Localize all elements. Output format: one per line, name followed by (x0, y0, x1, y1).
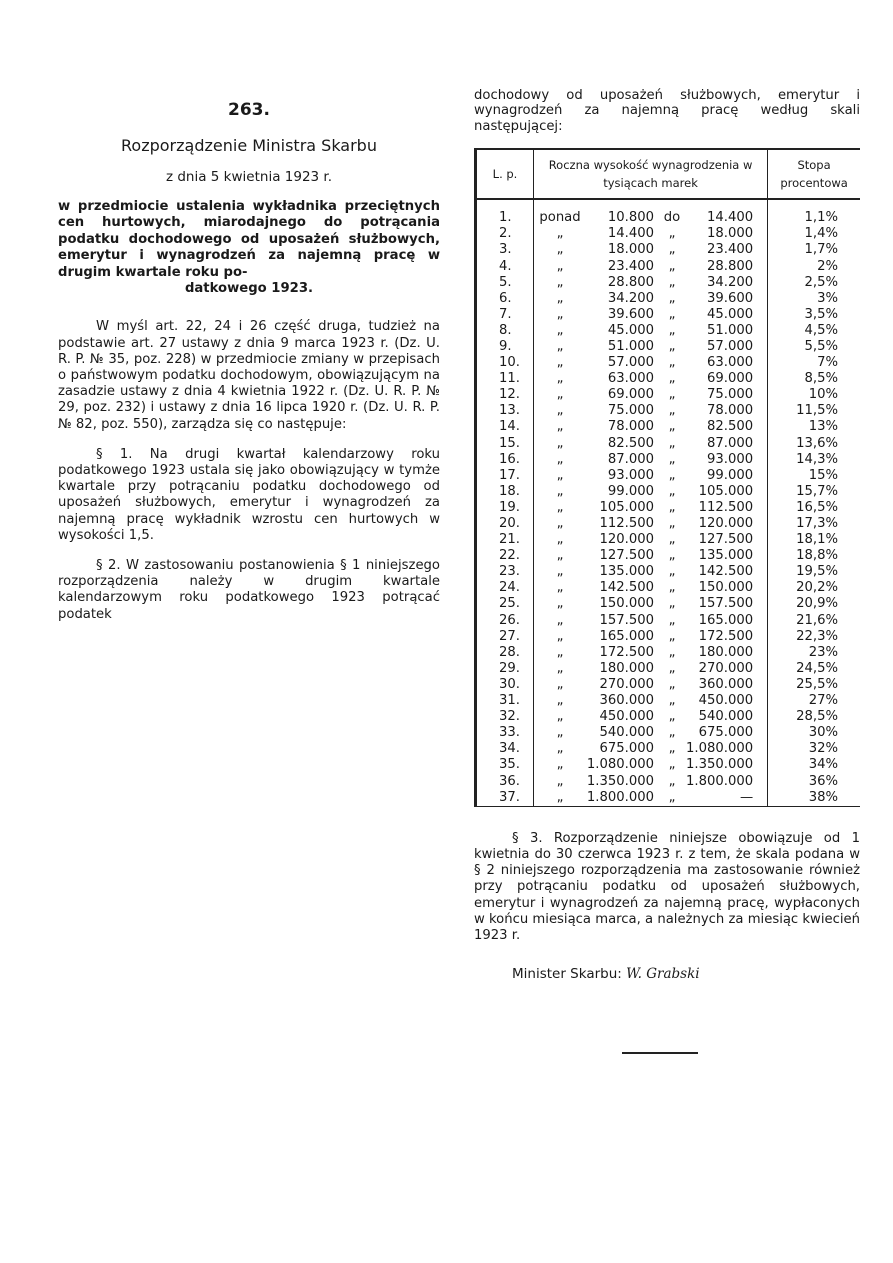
cell-from: 540.000 (599, 725, 654, 741)
header-rate: Stopa procentowa (768, 149, 860, 199)
cell-rate: 11,5% (796, 403, 838, 419)
closing-rule (622, 1052, 698, 1054)
cell-to: 14.400 (686, 199, 768, 226)
cell-sep: „ (668, 451, 676, 467)
cell-sep: „ (668, 387, 676, 403)
table-row (476, 564, 861, 580)
cell-sep: „ (668, 467, 676, 483)
cell-rate: 20,9% (796, 596, 838, 612)
cell-to: 112.500 (686, 500, 768, 516)
cell-sep: „ (668, 773, 676, 789)
cell-from: 57.000 (607, 355, 654, 371)
cell-from: 45.000 (607, 322, 654, 338)
cell-sep: „ (668, 709, 676, 725)
cell-rate: 10% (808, 387, 838, 403)
cell-pre: „ (556, 371, 564, 387)
cell-from: 23.400 (607, 258, 654, 274)
cell-rate: 8,5% (804, 371, 838, 387)
cell-sep: „ (668, 644, 676, 660)
table-row (476, 677, 861, 693)
cell-n: 4. (476, 259, 534, 275)
cell-sep: „ (668, 290, 676, 306)
cell-from: 157.500 (599, 612, 654, 628)
cell-rate: 34% (808, 757, 838, 773)
cell-to: 45.000 (686, 307, 768, 323)
table-row (476, 548, 861, 564)
cell-to: 34.200 (686, 275, 768, 291)
cell-n: 34. (476, 741, 534, 757)
cell-pre: „ (556, 741, 564, 757)
cell-rate: 4,5% (804, 322, 838, 338)
cell-pre: „ (556, 628, 564, 644)
cell-from: 1.800.000 (586, 790, 658, 807)
cell-sep: „ (658, 790, 686, 807)
cell-rate: 15% (808, 467, 838, 483)
cell-sep: „ (668, 757, 676, 773)
cell-pre: „ (556, 306, 564, 322)
cell-to: 23.400 (686, 242, 768, 258)
cell-from: 10.800 (607, 210, 654, 226)
ordinance-title: Rozporządzenie Ministra Skarbu (121, 136, 377, 155)
cell-n: 31. (476, 693, 534, 709)
cell-to: 165.000 (686, 613, 768, 629)
cell-pre: „ (556, 709, 564, 725)
cell-n: 36. (476, 774, 534, 790)
cell-rate: 7% (817, 355, 838, 371)
cell-pre: „ (556, 596, 564, 612)
table-row (476, 693, 861, 709)
table-row (476, 741, 861, 757)
cell-rate: 16,5% (796, 499, 838, 515)
table-row (476, 259, 861, 275)
signature-label: Minister Skarbu: (512, 966, 622, 983)
cell-to: 172.500 (686, 629, 768, 645)
cell-from: 82.500 (607, 435, 654, 451)
cell-to: 18.000 (686, 226, 768, 242)
cell-from: 1.080.000 (586, 757, 654, 773)
cell-rate: 20,2% (796, 580, 838, 596)
cell-n: 9. (476, 339, 534, 355)
cell-from: 450.000 (599, 709, 654, 725)
cell-pre: „ (556, 693, 564, 709)
section-1: § 1. Na drugi kwartał kalendarzowy roku podatkowego 1923 ustala się jako obowiązujący w tymże kwartale przy potrącaniu podatku dochodowego od uposażeń służbowych, emerytur i wynagrodzeń za najemną pracę wykładnik wzrostu cen hurtowych w wysokości 1,5. (58, 446, 440, 543)
cell-sep: „ (668, 226, 676, 242)
table-row (476, 291, 861, 307)
cell-from: 270.000 (599, 676, 654, 692)
cell-to: 69.000 (686, 371, 768, 387)
cell-n: 2. (476, 226, 534, 242)
cell-from: 112.500 (599, 516, 654, 531)
cell-pre: „ (556, 242, 564, 258)
table-row (476, 613, 861, 629)
cell-n: 21. (476, 532, 534, 548)
table-row (476, 725, 861, 741)
cell-pre: „ (556, 660, 564, 676)
cell-pre: „ (556, 483, 564, 499)
cell-n: 32. (476, 709, 534, 725)
section-3: § 3. Rozporządzenie niniejsze obowiązuje od 1 kwietnia do 30 czerwca 1923 r. z tem, że skala podana w § 2 niniejszego rozporządzenia ma zastosowanie również przy potrącaniu podatku od uposażeń służbowych, emerytur i wynagrodzeń za najemną pracę, wypłaconych w końcu miesiąca marca, a należnych za miesiąc kwiecień 1923 r. (474, 830, 860, 943)
cell-pre: „ (556, 757, 564, 773)
cell-sep: „ (668, 532, 676, 548)
cell-rate: 36% (808, 773, 838, 789)
cell-rate: 1,1% (804, 210, 838, 226)
cell-n: 5. (476, 275, 534, 291)
cell-to: 75.000 (686, 387, 768, 403)
cell-n: 14. (476, 419, 534, 435)
cell-sep: „ (668, 355, 676, 371)
cell-rate: 2,5% (804, 274, 838, 290)
cell-from: 105.000 (599, 499, 654, 515)
cell-from: 150.000 (599, 596, 654, 612)
table-row (476, 275, 861, 291)
cell-sep: „ (668, 612, 676, 628)
cell-rate: 3% (817, 290, 838, 306)
table-body (476, 199, 861, 806)
cell-to: 150.000 (686, 580, 768, 596)
cell-to: 51.000 (686, 323, 768, 339)
cell-from: 93.000 (607, 467, 654, 483)
cell-from: 18.000 (607, 242, 654, 258)
cell-from: 99.000 (607, 483, 654, 499)
cell-sep: „ (668, 516, 676, 531)
cell-sep: „ (668, 725, 676, 741)
cell-rate: 15,7% (796, 483, 838, 499)
cell-rate: 14,3% (796, 451, 838, 467)
preamble: W myśl art. 22, 24 i 26 część druga, tudzież na podstawie art. 27 ustawy z dnia 9 marca 1923 r. (Dz. U. R. P. № 35, poz. 228) w przedmiocie zmiany w przepisach o państwowym podatku dochodowym, obowiązującym na zasadzie ustawy z dnia 4 kwietnia 1922 r. (Dz. U. R. P. № 29, poz. 232) i ustawy z dnia 16 lipca 1920 r. (Dz. U. R. P. № 82, poz. 550), zarządza się co następuje: (58, 319, 440, 432)
cell-pre: „ (556, 548, 564, 564)
cell-from: 34.200 (607, 290, 654, 306)
cell-rate: 25,5% (796, 676, 838, 692)
cell-n: 15. (476, 436, 534, 452)
cell-rate: 1,7% (804, 242, 838, 258)
cell-to: 78.000 (686, 403, 768, 419)
table-row (476, 661, 861, 677)
table-row (476, 645, 861, 661)
cell-rate: 5,5% (804, 338, 838, 354)
cell-rate: 17,3% (796, 516, 838, 531)
cell-n: 18. (476, 484, 534, 500)
ordinance-subject (58, 199, 440, 297)
cell-rate: 18,1% (796, 532, 838, 548)
cell-sep: „ (668, 403, 676, 419)
cell-rate: 38% (768, 790, 860, 807)
cell-pre: „ (556, 387, 564, 403)
cell-n: 24. (476, 580, 534, 596)
table-row (476, 774, 861, 790)
cell-rate: 30% (808, 725, 838, 741)
cell-to: 180.000 (686, 645, 768, 661)
cell-pre: „ (556, 322, 564, 338)
table-row (476, 307, 861, 323)
cell-from: 39.600 (607, 306, 654, 322)
cell-sep: „ (668, 580, 676, 596)
cell-rate: 23% (808, 644, 838, 660)
table-row (476, 500, 861, 516)
cell-pre: „ (556, 338, 564, 354)
cell-sep: „ (668, 564, 676, 580)
table-row (476, 452, 861, 468)
table-row (476, 468, 861, 484)
cell-pre: „ (556, 564, 564, 580)
cell-to: 105.000 (686, 484, 768, 500)
cell-from: 63.000 (607, 371, 654, 387)
cell-sep: „ (668, 483, 676, 499)
left-column (58, 100, 440, 637)
cell-n: 12. (476, 387, 534, 403)
cell-sep: „ (668, 548, 676, 564)
table-row (476, 580, 861, 596)
cell-to: 360.000 (686, 677, 768, 693)
cell-to: 63.000 (686, 355, 768, 371)
cell-n: 19. (476, 500, 534, 516)
cell-from: 135.000 (599, 564, 654, 580)
signature-line (474, 966, 860, 982)
table-row (476, 709, 861, 725)
cell-rate: 13% (808, 419, 838, 435)
cell-pre: „ (556, 451, 564, 467)
table-row (476, 199, 861, 226)
cell-from: 78.000 (607, 419, 654, 435)
table-row (476, 323, 861, 339)
cell-pre: ponad (539, 210, 581, 226)
table-header-row (476, 149, 861, 199)
cell-from: 75.000 (607, 403, 654, 419)
subject-main: w przedmiocie ustalenia wykładnika przeciętnych cen hurtowych, miarodajnego do potrącania podatku dochodowego od uposażeń służbowych, emerytur i wynagrodzeń za najemną pracę w drugim kwartale roku po- (58, 199, 440, 280)
cell-n: 16. (476, 452, 534, 468)
right-column (474, 88, 860, 982)
cell-n: 10. (476, 355, 534, 371)
table-row (476, 419, 861, 435)
table-row (476, 757, 861, 773)
cell-pre: „ (556, 419, 564, 435)
cell-n: 35. (476, 757, 534, 773)
cell-from: 127.500 (599, 548, 654, 564)
cell-to: 142.500 (686, 564, 768, 580)
cell-to: 1.080.000 (686, 741, 768, 757)
cell-from: 87.000 (607, 451, 654, 467)
cell-sep: „ (668, 676, 676, 692)
cell-to: 540.000 (686, 709, 768, 725)
cell-n: 29. (476, 661, 534, 677)
cell-n: 11. (476, 371, 534, 387)
cell-sep: „ (668, 499, 676, 515)
table-row (476, 242, 861, 258)
table-row (476, 387, 861, 403)
cell-sep: „ (668, 371, 676, 387)
cell-to: 1.800.000 (686, 774, 768, 790)
header-lp: L. p. (476, 149, 534, 199)
cell-sep: „ (668, 338, 676, 354)
table-row (476, 403, 861, 419)
cell-rate: 27% (808, 693, 838, 709)
signature-name: W. Grabski (626, 966, 700, 983)
cell-n: 17. (476, 468, 534, 484)
cell-sep: „ (668, 628, 676, 644)
cell-rate: 24,5% (796, 660, 838, 676)
table-row (476, 339, 861, 355)
cell-pre: „ (556, 274, 564, 290)
cell-n: 13. (476, 403, 534, 419)
cell-n: 28. (476, 645, 534, 661)
cell-pre: „ (556, 532, 564, 548)
cell-to: 28.800 (686, 259, 768, 275)
cell-from: 69.000 (607, 387, 654, 403)
cell-pre: „ (556, 773, 564, 789)
cell-to: 99.000 (686, 468, 768, 484)
cell-sep: „ (668, 258, 676, 274)
cell-rate: 18,8% (796, 548, 838, 564)
cell-pre: „ (556, 258, 564, 274)
cell-to: 1.350.000 (686, 757, 768, 773)
cell-from: 1.350.000 (586, 773, 654, 789)
ordinance-number: 263. (228, 100, 270, 120)
cell-n: 20. (476, 516, 534, 532)
cell-to: 39.600 (686, 291, 768, 307)
cell-n: 22. (476, 548, 534, 564)
cell-sep: „ (668, 693, 676, 709)
cell-sep: „ (668, 242, 676, 258)
cell-from: 172.500 (599, 644, 654, 660)
table-row (476, 532, 861, 548)
cell-to: 57.000 (686, 339, 768, 355)
cell-rate: 13,6% (796, 435, 838, 451)
table-row (476, 371, 861, 387)
cell-pre: „ (556, 644, 564, 660)
cell-pre: „ (556, 676, 564, 692)
cell-n: 25. (476, 596, 534, 612)
cell-to: 93.000 (686, 452, 768, 468)
cell-to: 82.500 (686, 419, 768, 435)
cell-n: 8. (476, 323, 534, 339)
cell-rate: 22,3% (796, 628, 838, 644)
cell-from: 142.500 (599, 580, 654, 596)
cell-n: 6. (476, 291, 534, 307)
cell-from: 120.000 (599, 532, 654, 548)
cell-sep: „ (668, 435, 676, 451)
table-row (476, 436, 861, 452)
table-row (476, 226, 861, 242)
cell-pre: „ (556, 226, 564, 242)
cell-pre: „ (556, 467, 564, 483)
cell-n: 7. (476, 307, 534, 323)
cell-sep: „ (668, 322, 676, 338)
cell-to: 120.000 (686, 516, 768, 532)
cell-pre: „ (556, 612, 564, 628)
cell-rate: 32% (808, 741, 838, 757)
cell-from: 165.000 (599, 628, 654, 644)
subject-end: datkowego 1923. (184, 281, 314, 297)
ordinance-date: z dnia 5 kwietnia 1923 r. (165, 169, 333, 185)
table-row (476, 516, 861, 532)
header-amount: Roczna wysokość wynagrodzenia w tysiącach marek (534, 149, 768, 199)
cell-n: 27. (476, 629, 534, 645)
cell-to: 157.500 (686, 596, 768, 612)
cell-sep: „ (668, 741, 676, 757)
cell-pre: „ (556, 516, 564, 531)
cell-from: 360.000 (599, 693, 654, 709)
table-row (476, 596, 861, 612)
tax-scale-table (474, 148, 860, 806)
table-row (476, 790, 861, 807)
cell-from: 14.400 (607, 226, 654, 242)
cell-rate: 3,5% (804, 306, 838, 322)
cell-rate: 28,5% (796, 709, 838, 725)
cell-pre: „ (556, 725, 564, 741)
cell-from: 51.000 (607, 338, 654, 354)
cell-rate: 19,5% (796, 564, 838, 580)
cell-to: 450.000 (686, 693, 768, 709)
cell-n: 26. (476, 613, 534, 629)
cell-n: 30. (476, 677, 534, 693)
cell-rate: 21,6% (796, 612, 838, 628)
table-row (476, 355, 861, 371)
cell-rate: 1,4% (804, 226, 838, 242)
section-2-continued: dochodowy od uposażeń służbowych, emerytur i wynagrodzeń za najemną pracę według skali następującej: (474, 88, 860, 134)
cell-n: 3. (476, 242, 534, 258)
cell-from: 675.000 (599, 741, 654, 757)
cell-n: 37. (476, 790, 534, 807)
cell-sep: „ (668, 660, 676, 676)
cell-sep: „ (668, 419, 676, 435)
cell-pre: „ (534, 790, 587, 807)
cell-pre: „ (556, 355, 564, 371)
cell-sep: „ (668, 306, 676, 322)
cell-pre: „ (556, 499, 564, 515)
cell-pre: „ (556, 580, 564, 596)
cell-to: 675.000 (686, 725, 768, 741)
cell-to: 270.000 (686, 661, 768, 677)
cell-pre: „ (556, 290, 564, 306)
cell-rate: 2% (817, 258, 838, 274)
table-row (476, 629, 861, 645)
cell-sep: do (663, 210, 681, 226)
cell-n: 1. (476, 199, 534, 226)
cell-sep: „ (668, 596, 676, 612)
cell-n: 33. (476, 725, 534, 741)
cell-from: 180.000 (599, 660, 654, 676)
cell-to: 87.000 (686, 436, 768, 452)
section-2: § 2. W zastosowaniu postanowienia § 1 niniejszego rozporządzenia należy w drugim kwartale kalendarzowym roku podatkowego 1923 potrącać podatek (58, 558, 440, 622)
cell-to: — (686, 790, 768, 807)
cell-pre: „ (556, 435, 564, 451)
cell-pre: „ (556, 403, 564, 419)
cell-n: 23. (476, 564, 534, 580)
cell-to: 127.500 (686, 532, 768, 548)
cell-from: 28.800 (607, 274, 654, 290)
cell-sep: „ (668, 274, 676, 290)
table-row (476, 484, 861, 500)
cell-to: 135.000 (686, 548, 768, 564)
